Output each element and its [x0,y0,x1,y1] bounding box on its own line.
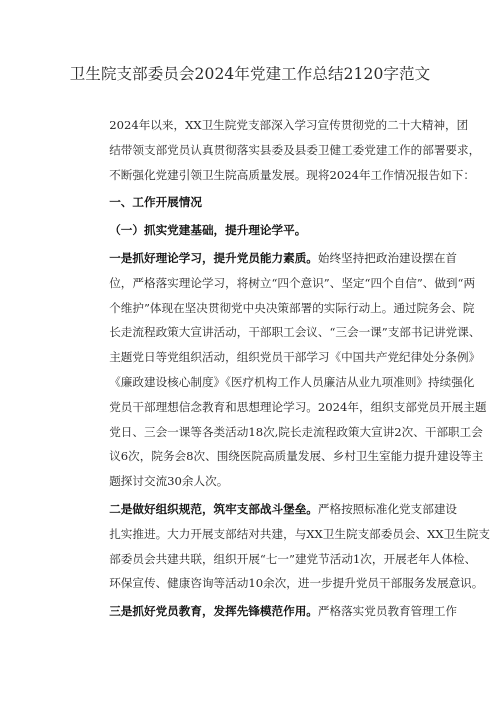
text-line: 《廉政建设核心制度》《医疗机构工作人员廉洁从业九项准则》持续强化 [109,374,475,389]
text-line: 个维护”体现在坚决贯彻党中央决策部署的实际行动上。通过院务会、院 [109,300,475,315]
paragraph-lead: 二是做好组织规范，筑牢支部战斗堡垒。 [109,501,318,516]
paragraph-text: 始终坚持把政治建设摆在首 [317,250,458,265]
intro-paragraph [86,113,481,187]
text-line: 议6次，院务会8次、围绕医院高质量发展、乡村卫生室能力提升建设等主 [109,449,484,464]
text-line: 不断强化党建引领卫生院高质量发展。现将2024年工作情况报告如下： [109,167,475,182]
paragraph-lead: 三是抓好党员教育，发挥先锋模范作用。 [109,604,318,619]
paragraph-text: 严格落实党员教育管理工作 [317,604,458,619]
section-heading: 一、工作开展情况 [109,195,202,210]
paragraph-lead: 一是抓好理论学习，提升党员能力素质。 [109,250,318,265]
text-line [86,599,458,624]
text-line [86,246,458,271]
paragraph-text: 严格按照标准化党支部建设 [317,501,458,516]
text-line: 2024年以来，XX卫生院党支部深入学习宣传贯彻党的二十大精神，团 [109,118,469,132]
text-line: 扎实推进。大力开展支部结对共建，与XX卫生院支部委员会、XX卫生院支 [109,526,491,541]
body-paragraph-1 [86,246,487,494]
text-line: 主题党日等党组织活动，组织党员干部学习《中国共产党纪律处分条例》 [109,350,481,365]
text-line: 结带领支部党员认真贯彻落实县委及县委卫健工委党建工作的部署要求， [109,142,481,157]
text-line: 题探讨交流30余人次。 [109,474,229,489]
document-title: 卫生院支部委员会2024年党建工作总结2120字范文 [69,65,431,83]
text-line [86,497,458,522]
subsection-heading: （一）抓实党建基础，提升理论学平。 [109,223,307,238]
document-body [86,113,491,624]
text-line: 部委员会共建共联，组织开展“七一”建党节活动1次，开展老年人体检、 [109,551,477,566]
text-line: 位，严格落实理论学习，将树立“四个意识”、坚定“四个自信”、做到“两 [109,275,476,290]
text-line: 党日、三会一课等各类活动18次,院长走流程政策大宣讲2次、干部职工会 [109,424,483,439]
text-line: 环保宣传、健康咨询等活动10余次，进一步提升党员干部服务发展意识。 [109,576,484,591]
text-line: 党员干部理想信念教育和思想理论学习。2024年，组织支部党员开展主题 [109,399,487,414]
body-paragraph-2 [86,497,491,596]
body-paragraph-3 [86,599,458,624]
text-line: 长走流程政策大宣讲活动，干部职工会议、“三会一课”支部书记讲党课、 [109,325,481,340]
